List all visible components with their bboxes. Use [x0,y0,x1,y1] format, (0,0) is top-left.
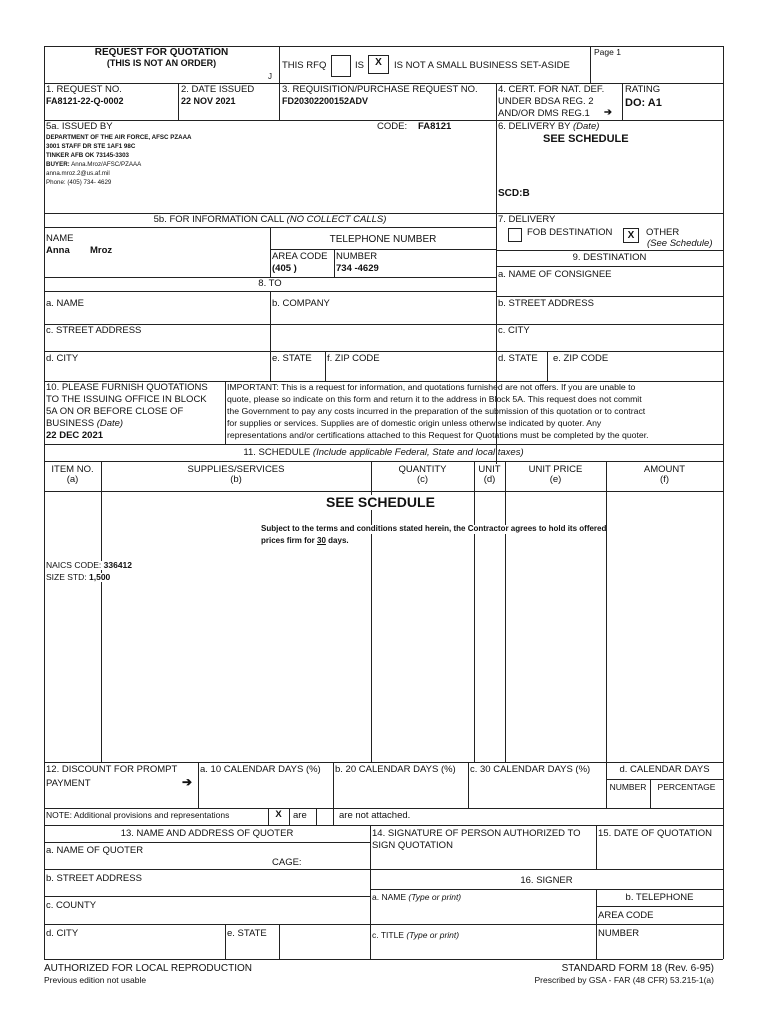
telephone-label: TELEPHONE NUMBER [329,234,437,245]
note-text: NOTE: Additional provisions and representations [46,810,230,820]
important-line-2: quote, please so indicate on this form and return it to the address in Block 5A. This request does not commit [227,394,642,404]
signer-telephone-label: b. TELEPHONE [625,892,694,903]
requisition-value: FD20302200152ADV [282,96,369,106]
issuer-line-3: TINKER AFB OK 73145-3303 [46,152,129,159]
contact-name-label: NAME [46,233,74,244]
see-schedule-heading: SEE SCHEDULE [326,494,435,510]
date-issued-value: 22 NOV 2021 [181,96,236,106]
issued-by-label: 5a. ISSUED BY [46,121,113,132]
code-label: CODE: [377,121,408,132]
info-call-label: 5b. FOR INFORMATION CALL (NO COLLECT CALLS) [153,214,387,225]
signature-label-2: SIGN QUOTATION [372,840,453,851]
code-value: FA8121 [418,121,452,132]
to-zip-label: f. ZIP CODE [327,353,380,364]
furnish-line-3: 5A ON OR BEFORE CLOSE OF [46,406,184,417]
is-checkbox[interactable] [331,55,351,77]
request-no-label: 1. REQUEST NO. [46,84,122,95]
j-mark: J [268,72,272,81]
issuer-line-1: DEPARTMENT OF THE AIR FORCE, AFSC PZAAA [46,134,192,141]
consignee-label: a. NAME OF CONSIGNEE [498,269,612,280]
col-amount-header: AMOUNT (f) [643,464,686,486]
col-item-header: ITEM NO. (a) [51,464,94,486]
number-value: 734 -4629 [336,263,379,274]
signer-area-code-label: AREA CODE [598,910,654,921]
to-company-label: b. COMPANY [272,298,330,309]
to-city-label: d. CITY [46,353,79,364]
discount-calendar-days: d. CALENDAR DAYS [619,764,710,775]
dest-state-label: d. STATE [498,353,538,364]
form-subtitle: (THIS IS NOT AN ORDER) [106,58,217,68]
quoter-name-label: a. NAME OF QUOTER [46,845,144,856]
discount-label-1: 12. DISCOUNT FOR PROMPT [46,764,178,775]
furnish-line-1: 10. PLEASE FURNISH QUOTATIONS [46,382,208,393]
col-supplies-header: SUPPLIES/SERVICES (b) [187,464,285,486]
area-code-value: (405 ) [272,263,297,274]
form-title: REQUEST FOR QUOTATION [94,47,229,58]
see-schedule-note: (See Schedule) [647,238,713,249]
discount-20-days: b. 20 CALENDAR DAYS (%) [335,764,456,775]
delivery-by-label: 6. DELIVERY BY (Date) [498,121,600,132]
footer-prescribed: Prescribed by GSA - FAR (48 CFR) 53.215-1(a) [534,975,714,985]
contact-first-name: Anna [46,245,70,256]
is-label: IS [355,60,364,71]
signature-label-1: 14. SIGNATURE OF PERSON AUTHORIZED TO [372,828,581,839]
discount-percentage-label: PERCENTAGE [657,782,716,792]
quoter-city-label: d. CITY [46,928,79,939]
signer-number-label: NUMBER [598,928,640,939]
cert-line-3: AND/OR DMS REG.1 [498,108,590,119]
quoter-state-label: e. STATE [227,928,267,939]
quoter-label: 13. NAME AND ADDRESS OF QUOTER [120,828,294,839]
signer-label: 16. SIGNER [520,875,573,886]
buyer-value: Anna.Mroz/AFSC/PZAAA [71,161,142,168]
furnish-line-2: TO THE ISSUING OFFICE IN BLOCK [46,394,207,405]
footer-previous-edition: Previous edition not usable [44,975,147,985]
right-arrow-icon: ➔ [604,107,612,118]
date-issued-label: 2. DATE ISSUED [181,84,255,95]
quoter-county-label: c. COUNTY [46,900,97,911]
col-quantity-header: QUANTITY (c) [398,464,447,486]
subject-line-1: Subject to the terms and conditions stated herein, the Contractor agrees to hold its offered [261,524,607,533]
destination-label: 9. DESTINATION [572,252,647,263]
naics-line: NAICS CODE: 336412 [46,560,133,570]
to-name-label: a. NAME [46,298,85,309]
cert-line-1: 4. CERT. FOR NAT. DEF. [498,84,605,95]
is-not-checkbox[interactable]: X [368,55,389,74]
subject-line-2: prices firm for 30 days. [261,536,349,545]
requisition-label: 3. REQUISITION/PURCHASE REQUEST NO. [282,84,478,95]
to-state-label: e. STATE [272,353,312,364]
signer-name-label: a. NAME (Type or print) [372,892,462,902]
dest-city-label: c. CITY [498,325,530,336]
furnish-date: 22 DEC 2021 [46,430,104,441]
are-checkbox[interactable]: X [275,809,282,820]
important-line-5: representations and/or certifications attached to this Request for Quotations must be completed by the quoter. [227,430,649,440]
buyer-email: anna.mroz.2@us.af.mil [46,170,110,177]
other-label: OTHER [646,227,680,238]
furnish-line-4: BUSINESS (Date) [46,418,124,429]
rating-label: RATING [625,84,661,95]
delivery-by-value: SEE SCHEDULE [543,133,629,145]
scd-value: SCD:B [498,188,530,199]
page-number: Page 1 [594,47,621,57]
quoter-street-label: b. STREET ADDRESS [46,873,142,884]
buyer-label: BUYER: [46,161,70,168]
schedule-label: 11. SCHEDULE (Include applicable Federal, State and local taxes) [243,447,524,458]
to-street-label: c. STREET ADDRESS [46,325,142,336]
footer-authorized: AUTHORIZED FOR LOCAL REPRODUCTION [44,963,252,974]
important-line-1: IMPORTANT: This is a request for information, and quotations furnished are not offers. If you are unable to [227,382,636,392]
dest-street-label: b. STREET ADDRESS [498,298,594,309]
rating-value: DO: A1 [625,97,662,109]
set-aside-text: IS NOT A SMALL BUSINESS SET-ASIDE [394,60,570,71]
col-unit-header: UNIT (d) [478,464,501,486]
discount-label-2: PAYMENT [46,778,91,789]
quotation-date-label: 15. DATE OF QUOTATION [598,828,713,839]
important-line-3: the Government to pay any costs incurred in the preparation of the submission of this quotation or to contract [227,406,646,416]
discount-30-days: c. 30 CALENDAR DAYS (%) [470,764,591,775]
to-label: 8. TO [258,278,282,289]
delivery-label: 7. DELIVERY [498,214,556,225]
rfq-label: THIS RFQ [282,60,327,71]
signer-title-label: c. TITLE (Type or print) [372,930,460,940]
number-label: NUMBER [336,251,378,262]
other-checkbox[interactable]: X [623,228,639,243]
fob-destination-checkbox[interactable] [508,228,522,242]
discount-arrow-icon: ➔ [182,775,193,789]
important-line-4: for supplies or services. Supplies are of domestic origin unless otherwise indicated by quoter. Any [227,418,602,428]
buyer-phone: Phone: (405) 734- 4629 [46,179,112,186]
buyer-line [46,161,141,168]
col-unit-price-header: UNIT PRICE (e) [528,464,583,486]
issuer-line-2: 3001 STAFF DR STE 1AF1 98C [46,143,136,150]
fob-destination-label: FOB DESTINATION [527,227,613,238]
discount-10-days: a. 10 CALENDAR DAYS (%) [200,764,321,775]
are-not-label: are not attached. [339,810,411,821]
area-code-label: AREA CODE [272,251,328,262]
cage-label: CAGE: [272,857,302,868]
discount-number-label: NUMBER [609,782,647,792]
contact-last-name: Mroz [90,245,113,256]
are-label: are [293,810,307,821]
footer-form-number: STANDARD FORM 18 (Rev. 6-95) [561,963,714,974]
size-std-line: SIZE STD: 1,500 [46,572,111,582]
cert-line-2: UNDER BDSA REG. 2 [498,96,594,107]
dest-zip-label: e. ZIP CODE [553,353,609,364]
request-no-value: FA8121-22-Q-0002 [46,96,124,106]
